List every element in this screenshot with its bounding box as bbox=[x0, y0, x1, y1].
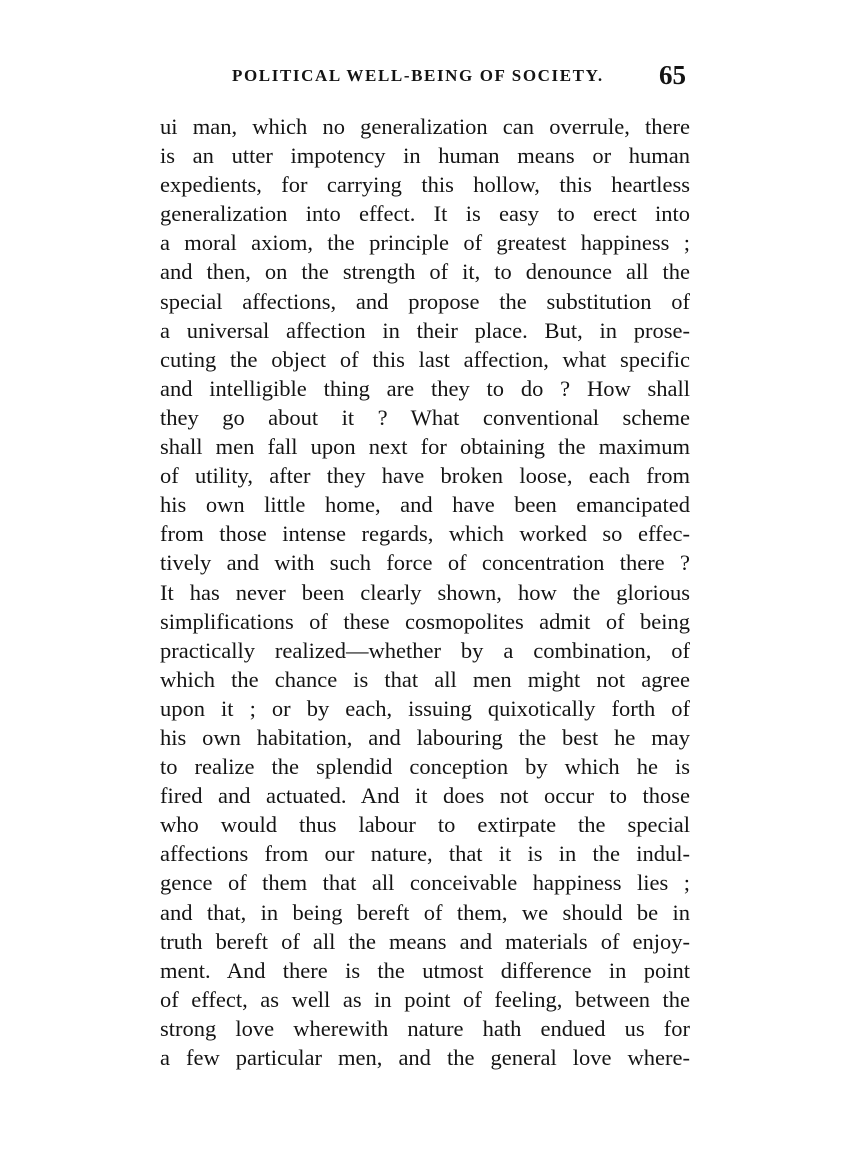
running-title: POLITICAL WELL-BEING OF SOCIETY. bbox=[232, 66, 604, 85]
text-line: truth bereft of all the means and materials of enjoy- bbox=[160, 928, 690, 954]
text-line: they go about it ? What conventional scheme bbox=[160, 404, 690, 430]
text-line: fired and actuated. And it does not occur to those bbox=[160, 783, 690, 809]
text-line: and then, on the strength of it, to denounce all the bbox=[160, 259, 690, 285]
text-line: a few particular men, and the general love where- bbox=[160, 1045, 690, 1070]
text-line: a universal affection in their place. But, in prose- bbox=[160, 317, 690, 343]
text-line: shall men fall upon next for obtaining the maximum bbox=[160, 434, 690, 460]
text-line: simplifications of these cosmopolites admit of being bbox=[160, 608, 690, 634]
text-line: to realize the splendid conception by which he is bbox=[160, 754, 690, 780]
text-line: of effect, as well as in point of feeling, between the bbox=[160, 986, 690, 1012]
text-line: upon it ; or by each, issuing quixotically forth of bbox=[160, 695, 690, 721]
text-line: expedients, for carrying this hollow, this heartless bbox=[160, 172, 690, 198]
text-line: is an utter impotency in human means or human bbox=[160, 143, 690, 169]
text-line: practically realized—whether by a combination, of bbox=[160, 637, 690, 663]
text-line: strong love wherewith nature hath endued us for bbox=[160, 1015, 690, 1041]
body-text bbox=[160, 112, 690, 1072]
text-line: a moral axiom, the principle of greatest happiness ; bbox=[160, 230, 690, 256]
running-head bbox=[160, 62, 690, 102]
page-number: 65 bbox=[659, 60, 686, 90]
text-line: special affections, and propose the substitution of bbox=[160, 288, 690, 314]
text-line: his own habitation, and labouring the best he may bbox=[160, 724, 690, 750]
text-line: ui man, which no generalization can overrule, there bbox=[160, 114, 690, 139]
text-line: who would thus labour to extirpate the special bbox=[160, 812, 690, 838]
text-line: tively and with such force of concentration there ? bbox=[160, 550, 690, 576]
text-line: cuting the object of this last affection, what specific bbox=[160, 346, 690, 372]
text-line: which the chance is that all men might not agree bbox=[160, 666, 690, 692]
text-line: of utility, after they have broken loose, each from bbox=[160, 463, 690, 489]
text-line: It has never been clearly shown, how the glorious bbox=[160, 579, 690, 605]
text-line: his own little home, and have been emancipated bbox=[160, 492, 690, 518]
text-line: and that, in being bereft of them, we should be in bbox=[160, 899, 690, 925]
text-line: generalization into effect. It is easy to erect into bbox=[160, 201, 690, 227]
text-line: affections from our nature, that it is in the indul- bbox=[160, 841, 690, 867]
text-line: ment. And there is the utmost difference in point bbox=[160, 957, 690, 983]
text-line: from those intense regards, which worked so effec- bbox=[160, 521, 690, 547]
text-line: gence of them that all conceivable happiness lies ; bbox=[160, 870, 690, 896]
text-line: and intelligible thing are they to do ? How shall bbox=[160, 375, 690, 401]
